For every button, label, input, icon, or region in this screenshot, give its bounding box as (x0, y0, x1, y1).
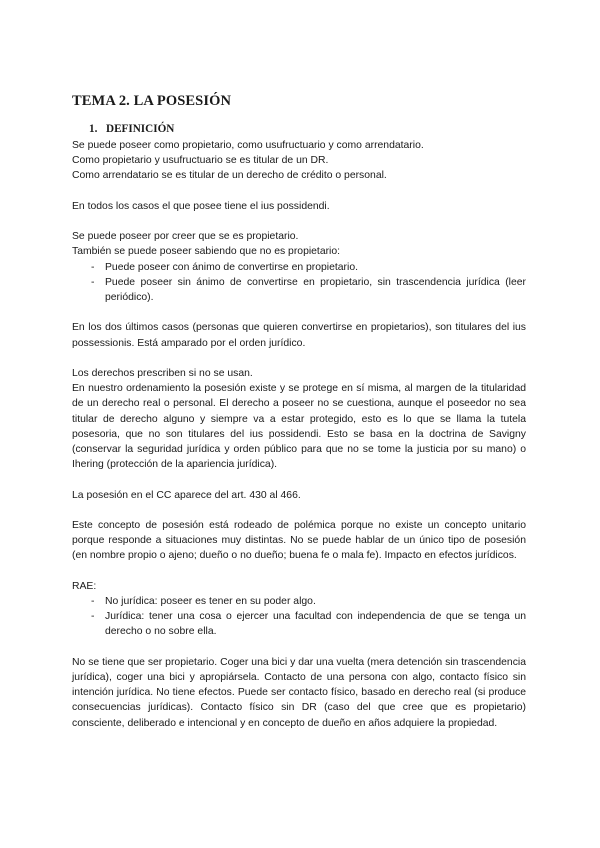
dash-bullet: - (91, 276, 95, 288)
list-item: - No jurídica: poseer es tener en su poder algo. (72, 594, 526, 609)
list-item: - Puede poseer con ánimo de convertirse en propietario. (72, 260, 526, 275)
text-line: Se puede poseer por creer que se es propietario. (72, 231, 299, 243)
paragraph: En los dos últimos casos (personas que quieren convertirse en propietarios), son titulares del ius possessionis. Está amparado por el orden jurídico. (72, 322, 526, 349)
text-line: Como arrendatario se es titular de un derecho de crédito o personal. (72, 170, 387, 182)
text-line: La posesión en el CC aparece del art. 430 al 466. (72, 489, 301, 501)
rae-label: RAE: (72, 580, 97, 592)
dash-bullet: - (91, 611, 95, 623)
possession-list (72, 260, 526, 306)
dash-bullet: - (91, 261, 95, 273)
section-title: DEFINICIÓN (106, 123, 175, 135)
section-number: 1. (89, 123, 98, 135)
text-line: En todos los casos el que posee tiene el ius possidendi. (72, 200, 330, 212)
section-heading (89, 122, 174, 137)
list-item: - Jurídica: tener una cosa o ejercer una facultad con independencia de que se tenga un derecho o no sobre ella. (91, 611, 526, 638)
text-line: También se puede poseer sabiendo que no es propietario: (72, 246, 341, 258)
text-line: Los derechos prescriben si no se usan. (72, 367, 253, 379)
dash-bullet: - (91, 595, 95, 607)
document-body (72, 138, 526, 731)
paragraph: Este concepto de posesión está rodeado de polémica porque no existe un concepto unitario porque responde a situaciones muy distintas. No se puede hablar de un único tipo de posesión (en nombre propio o ajeno; dueño o no dueño; buena fe o mala fe). Impacto en efectos jurídicos. (72, 519, 526, 562)
paragraph: No se tiene que ser propietario. Coger una bici y dar una vuelta (mera detención sin trascendencia jurídica), coger una bici y apropiársela. Contacto de una persona con algo, contacto físico sin intención jurídica. No tiene efectos. Puede ser contacto físico, basado en derecho real (si produce consecuencias jurídicas). Contacto físico sin DR (caso del que cree que es propietario) consciente, deliberado e intencional y en concepto de dueño en años adquiere la propiedad. (72, 656, 526, 729)
paragraph: En nuestro ordenamiento la posesión existe y se protege en sí misma, al margen de la titularidad de un derecho real o personal. El derecho a poseer no se cuestiona, aunque el poseedor no sea titular de derecho alguno y siempre va a estar protegido, esto es lo que se llama la tutela posesoria, que no son titulares del ius possidendi. Esto se basa en la doctrina de Savigny (conservar la seguridad jurídica y orden público para que no se tome la justicia por su mano) o Ihering (protección de la apariencia jurídica). (72, 383, 526, 471)
text-line: Se puede poseer como propietario, como usufructuario y como arrendatario. (72, 140, 424, 151)
text-line: Como propietario y usufructuario se es titular de un DR. (72, 155, 329, 167)
rae-list (72, 594, 526, 640)
page-title: TEMA 2. LA POSESIÓN (72, 93, 232, 109)
list-item: - Puede poseer sin ánimo de convertirse en propietario, sin trascendencia jurídica (leer periódico). (91, 276, 526, 303)
